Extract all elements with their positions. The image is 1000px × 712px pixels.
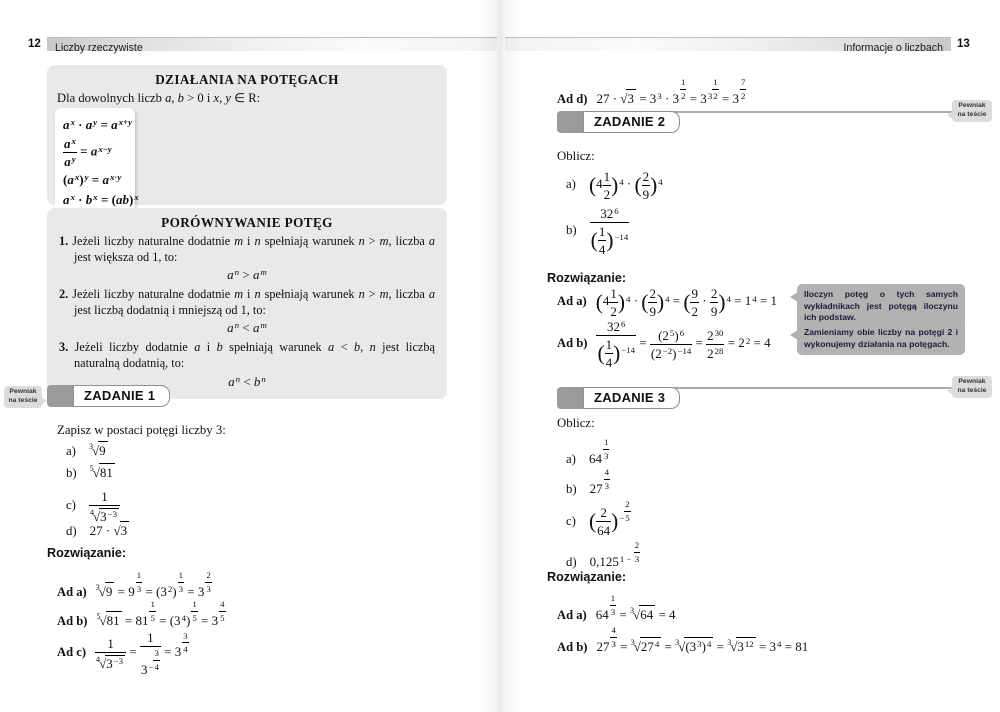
item-math: $^3$√9 xyxy=(88,442,106,458)
task-1-item-d xyxy=(66,521,129,540)
solution-math: 326 ( $\frac{1}{4}$ )−14 = $\frac{(25)6}{(2-2)-14}$ = $\frac{230}{228}$ = 22 = 4 xyxy=(597,319,771,370)
item-math: ( $\frac{2}{64}$ )− $\frac{2}{5}$ xyxy=(588,499,630,539)
compare-item-formula: an < bn xyxy=(228,373,266,389)
page-number-left: 12 xyxy=(28,38,41,50)
item-label: c) xyxy=(566,513,576,528)
power-rule-formula: (ax)y = ax·y xyxy=(63,172,122,187)
margin-note-1: Iloczyn potęg o tych samych wykładnikach jest potęgą iloczynu ich podstaw. xyxy=(797,284,965,329)
item-label: d) xyxy=(566,554,577,569)
pewniak-badge-line2: na teście xyxy=(957,110,987,118)
item-label: b) xyxy=(566,481,577,496)
item-label: b) xyxy=(566,223,577,238)
powers-box-intro: Dla dowolnych liczb a, b > 0 i x, y ∈ R: xyxy=(57,91,261,105)
task-3-item-d xyxy=(566,541,640,571)
pewniak-badge-line1: Pewniak xyxy=(958,102,986,109)
task-3-intro: Oblicz: xyxy=(557,416,595,430)
solution-math: 27 $\frac{4}{3}$ = $^3$√274 = $^3$√(33)4 = $^3$√312 = 34 = 81 xyxy=(596,625,809,654)
compare-item-body: Jeżeli liczby naturalne dodatnie m i n spełniają warunek n > m, liczba a jest większa od 1, to: xyxy=(72,234,436,264)
item-label: c) xyxy=(66,498,76,513)
solution-label: Ad d) xyxy=(557,91,588,106)
chapter-title-right: Informacje o liczbach xyxy=(843,42,943,54)
task-header-square xyxy=(557,387,583,409)
task-3-header xyxy=(557,387,952,409)
pewniak-badge-line1: Pewniak xyxy=(958,378,986,385)
header-bar-right xyxy=(505,37,951,54)
item-math: 64 $\frac{1}{3}$ xyxy=(588,437,609,466)
pewniak-badge xyxy=(952,100,992,122)
power-rule-formula: ax · ay = ax+y xyxy=(63,117,132,132)
item-math: $\frac{1}{^4√3-3}$ xyxy=(89,497,120,512)
power-rule-formula: ax · bx = (ab)x xyxy=(63,192,139,207)
task-1-item-a xyxy=(66,441,108,460)
compare-item-body: Jeżeli liczby dodatnie a i b spełniają warunek a < b, n jest liczbą naturalną dodatnią, to: xyxy=(74,340,435,371)
chapter-title-left: Liczby rzeczywiste xyxy=(55,42,143,54)
task-2-header xyxy=(557,111,952,133)
page-number-right: 13 xyxy=(957,38,970,50)
powers-box-title: DZIAŁANIA NA POTĘGACH xyxy=(155,72,339,87)
compare-item xyxy=(59,340,435,389)
task-3-solution-b xyxy=(557,626,808,656)
solution-label: Ad a) xyxy=(57,584,87,599)
solution-label: Ad a) xyxy=(557,294,587,309)
compare-item-formula: an < am xyxy=(227,320,267,336)
item-math: $^5$√81 xyxy=(89,464,113,480)
task-2-intro: Oblicz: xyxy=(557,149,595,163)
compare-item-text xyxy=(59,234,435,265)
task-header-square xyxy=(557,111,583,133)
task-3-solution-header: Rozwiązanie: xyxy=(547,570,627,584)
item-math: 27 $\frac{4}{3}$ xyxy=(589,467,610,496)
pewniak-badge-line2: na teście xyxy=(8,396,38,404)
task-1-solution-d xyxy=(557,78,746,108)
item-label: a) xyxy=(566,451,576,466)
task-1-solution-c xyxy=(57,631,189,676)
task-2-item-b xyxy=(566,207,629,256)
compare-item xyxy=(59,287,435,336)
task-3-title: ZADANIE 3 xyxy=(583,387,680,409)
item-label: b) xyxy=(66,466,77,480)
pewniak-badge-line1: Pewniak xyxy=(9,388,37,395)
powers-rules-box xyxy=(47,65,447,205)
task-1-solution-a xyxy=(57,571,212,601)
task-1-solution-b xyxy=(57,600,226,630)
item-label: d) xyxy=(66,524,77,538)
solution-math: $\frac{1}{^4√3-3}$ = 1 3− $\frac{3}{4}$ = 3 $\frac{3}{4}$ xyxy=(96,630,188,677)
solution-math: 27 · √3 = 33 · 3 $\frac{1}{2}$ = 33 $\frac{1}{2}$ = 3 $\frac{7}{2}$ xyxy=(596,77,746,106)
task-header-rule xyxy=(667,111,953,113)
task-3-item-b xyxy=(566,468,610,498)
task-2-title: ZADANIE 2 xyxy=(583,111,680,133)
header-bar-left xyxy=(47,37,497,54)
pewniak-badge-line2: na teście xyxy=(957,386,987,394)
item-math: 27 · √3 xyxy=(89,523,128,538)
compare-item-formula: an > am xyxy=(227,267,267,283)
solution-label: Ad a) xyxy=(557,607,587,622)
compare-item-number: 2. xyxy=(59,287,69,302)
task-1-title: ZADANIE 1 xyxy=(73,385,170,407)
compare-item-number: 1. xyxy=(59,234,69,248)
task-header-rule xyxy=(667,387,953,389)
solution-label: Ad b) xyxy=(557,336,588,351)
solution-math: (4 $\frac{1}{2}$ )4 · ( $\frac{2}{9}$ )4 = ( $\frac{9}{2}$ · $\frac{2}{9}$ )4 = 14 = 1 xyxy=(595,286,777,319)
page-right xyxy=(500,0,1000,712)
compare-box-title: PORÓWNYWANIE POTĘG xyxy=(161,215,333,230)
task-3-item-a xyxy=(566,438,609,468)
task-2-solution-a xyxy=(557,287,777,318)
item-math: 0,1251 − $\frac{2}{3}$ xyxy=(589,540,640,569)
task-1-intro: Zapisz w postaci potęgi liczby 3: xyxy=(57,423,226,437)
solution-label: Ad b) xyxy=(57,613,88,628)
task-3-solution-a xyxy=(557,594,676,624)
task-1-item-c xyxy=(66,490,120,523)
margin-note-2: Zamieniamy obie liczby na potęgi 2 i wykonujemy działania na potęgach. xyxy=(797,322,965,355)
compare-powers-box xyxy=(47,208,447,399)
item-math: (4 $\frac{1}{2}$ )4 · ( $\frac{2}{9}$ )4 xyxy=(588,169,663,202)
solution-math: $^5$√81 = 81 $\frac{1}{5}$ = (34) $\frac{1}{5}$ = 3 $\frac{4}{5}$ xyxy=(96,599,225,628)
task-3-item-c xyxy=(566,500,631,537)
pewniak-badge xyxy=(952,376,992,398)
task-1-solution-header: Rozwiązanie: xyxy=(47,546,127,560)
task-2-item-a xyxy=(566,170,663,201)
task-2-solution-b xyxy=(557,320,771,369)
solution-math: $^3$√9 = 9 $\frac{1}{3}$ = (32) $\frac{1}{3}$ = 3 $\frac{2}{3}$ xyxy=(95,570,211,599)
item-label: a) xyxy=(566,177,576,192)
powers-formulas-card xyxy=(55,108,139,217)
compare-item xyxy=(59,234,435,283)
power-rule-formula: $\frac{ax}{ay}$ = ax−y xyxy=(64,136,112,169)
pewniak-badge xyxy=(4,386,42,408)
compare-item-text xyxy=(59,340,435,371)
compare-item-number: 3. xyxy=(59,340,69,355)
solution-math: 64 $\frac{1}{3}$ = $^3$√64 = 4 xyxy=(595,593,676,622)
task-1-header xyxy=(47,385,487,407)
compare-item-body: Jeżeli liczby naturalne dodatnie m i n spełniają warunek n > m, liczba a jest liczbą dodatnią i mniejszą od 1, to: xyxy=(72,287,436,317)
solution-label: Ad b) xyxy=(557,639,588,654)
solution-label: Ad c) xyxy=(57,645,87,660)
task-1-item-b xyxy=(66,463,115,482)
item-label: a) xyxy=(66,444,76,458)
task-header-square xyxy=(47,385,73,407)
task-2-solution-header: Rozwiązanie: xyxy=(547,271,627,285)
compare-item-text xyxy=(59,287,435,318)
item-math: 326 ( $\frac{1}{4}$ )−14 xyxy=(590,206,629,257)
